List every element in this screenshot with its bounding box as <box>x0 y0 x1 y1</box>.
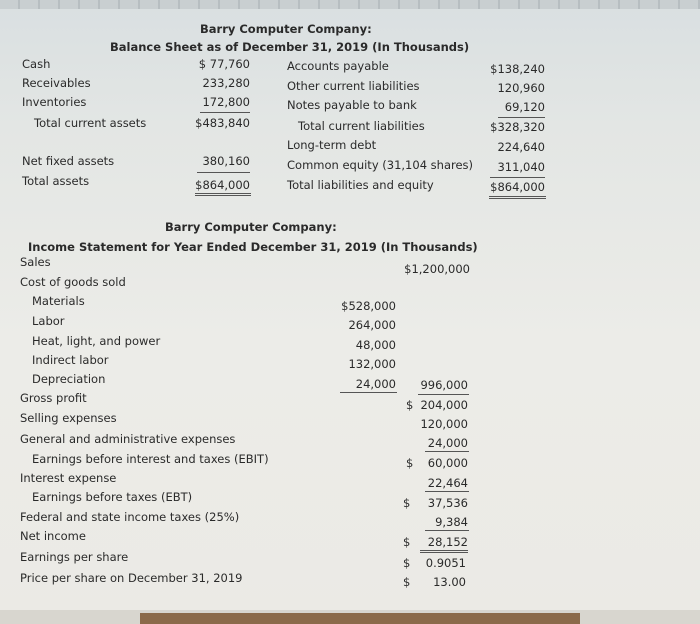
is-label-interest-expense: Interest expense <box>20 471 117 485</box>
bs-value-total-current-liabilities: $328,320 <box>490 120 545 134</box>
is-sign-net-income: $ <box>403 535 411 549</box>
is-label-net-income: Net income <box>20 529 86 543</box>
is-value-gross-profit: 204,000 <box>420 398 468 412</box>
rule <box>197 172 250 173</box>
background-bar <box>140 613 580 624</box>
is-value-labor: 264,000 <box>348 318 396 332</box>
bs-value-total-current-assets: $483,840 <box>195 116 250 130</box>
bs-value-inventories: 172,800 <box>202 95 250 109</box>
is-label-indirect-labor: Indirect labor <box>32 353 109 367</box>
is-value-selling-expenses: 120,000 <box>420 417 468 431</box>
bs-value-accounts-payable: $138,240 <box>490 62 545 76</box>
is-value-ebit: 60,000 <box>427 456 468 470</box>
is-sign-price-per-share: $ <box>403 575 411 589</box>
is-value-ebt: 37,536 <box>427 496 468 510</box>
balance-sheet-title: Balance Sheet as of December 31, 2019 (In Thousands) <box>110 40 470 54</box>
income-statement-title: Income Statement for Year Ended December 31, 2019 (In Thousands) <box>28 240 478 254</box>
is-label-eps: Earnings per share <box>20 550 129 564</box>
is-label-materials: Materials <box>32 294 85 308</box>
rule <box>425 530 469 531</box>
bs-label-cash: Cash <box>22 57 51 71</box>
rule-double <box>420 552 468 553</box>
bs-value-total-liabilities-equity: $864,000 <box>490 180 545 194</box>
is-value-sales: $1,200,000 <box>404 262 470 276</box>
bs-label-receivables: Receivables <box>22 76 91 90</box>
bs-label-total-current-assets: Total current assets <box>34 116 147 130</box>
background-strip-top <box>0 0 700 9</box>
bs-label-accounts-payable: Accounts payable <box>287 59 389 73</box>
is-value-materials: $528,000 <box>341 299 396 313</box>
is-label-labor: Labor <box>32 314 65 328</box>
rule-double <box>195 193 251 194</box>
bs-label-notes-payable: Notes payable to bank <box>287 98 417 112</box>
rule-double <box>420 550 468 551</box>
is-label-ebit: Earnings before interest and taxes (EBIT) <box>32 452 269 466</box>
rule <box>418 394 469 395</box>
is-value-interest-expense: 22,464 <box>427 476 468 490</box>
is-value-heat-light-power: 48,000 <box>355 338 396 352</box>
is-label-heat-light-power: Heat, light, and power <box>32 334 161 348</box>
bs-label-common-equity: Common equity (31,104 shares) <box>287 158 474 172</box>
bs-value-receivables: 233,280 <box>202 76 250 90</box>
is-label-gross-profit: Gross profit <box>20 391 87 405</box>
rule <box>490 177 545 178</box>
is-value-ga-expenses: 24,000 <box>427 436 468 450</box>
bs-value-long-term-debt: 224,640 <box>497 140 545 154</box>
bs-value-other-current-liabilities: 120,960 <box>497 81 545 95</box>
is-label-taxes: Federal and state income taxes (25%) <box>20 510 240 524</box>
bs-value-cash: $ 77,760 <box>198 57 250 71</box>
is-value-eps: 0.9051 <box>425 556 466 570</box>
is-value-indirect-labor: 132,000 <box>348 357 396 371</box>
is-label-ebt: Earnings before taxes (EBT) <box>32 490 193 504</box>
bs-label-net-fixed-assets: Net fixed assets <box>22 154 115 168</box>
bs-value-net-fixed-assets: 380,160 <box>202 154 250 168</box>
rule <box>200 112 250 113</box>
bs-value-common-equity: 311,040 <box>497 160 545 174</box>
rule <box>498 117 545 118</box>
is-sign-ebt: $ <box>403 496 411 510</box>
is-value-net-income: 28,152 <box>427 535 468 549</box>
bs-value-notes-payable: 69,120 <box>504 100 545 114</box>
bs-label-inventories: Inventories <box>22 95 87 109</box>
rule-double <box>489 196 546 197</box>
is-sign-gross-profit: $ <box>406 398 414 412</box>
is-value-price-per-share: 13.00 <box>433 575 466 589</box>
is-sign-ebit: $ <box>406 456 414 470</box>
bs-label-other-current-liabilities: Other current liabilities <box>287 79 420 93</box>
is-value-depreciation: 24,000 <box>355 377 396 391</box>
is-label-price-per-share: Price per share on December 31, 2019 <box>20 571 243 585</box>
is-sign-eps: $ <box>403 556 411 570</box>
rule <box>425 451 469 452</box>
bs-value-total-assets: $864,000 <box>195 178 250 192</box>
rule <box>340 392 397 393</box>
bs-label-total-current-liabilities: Total current liabilities <box>298 119 425 133</box>
bs-label-total-assets: Total assets <box>22 174 90 188</box>
is-value-taxes: 9,384 <box>435 515 468 529</box>
is-value-cogs-total: 996,000 <box>420 378 468 392</box>
is-label-selling-expenses: Selling expenses <box>20 411 117 425</box>
balance-sheet-company: Barry Computer Company: <box>200 22 372 36</box>
is-label-ga-expenses: General and administrative expenses <box>20 432 236 446</box>
is-label-cogs: Cost of goods sold <box>20 275 126 289</box>
is-label-depreciation: Depreciation <box>32 372 106 386</box>
rule <box>425 491 469 492</box>
bs-label-total-liabilities-equity: Total liabilities and equity <box>287 178 434 192</box>
rule-double <box>195 195 251 196</box>
rule-double <box>489 198 546 199</box>
bs-label-long-term-debt: Long-term debt <box>287 138 377 152</box>
income-statement-company: Barry Computer Company: <box>165 220 337 234</box>
is-label-sales: Sales <box>20 255 51 269</box>
